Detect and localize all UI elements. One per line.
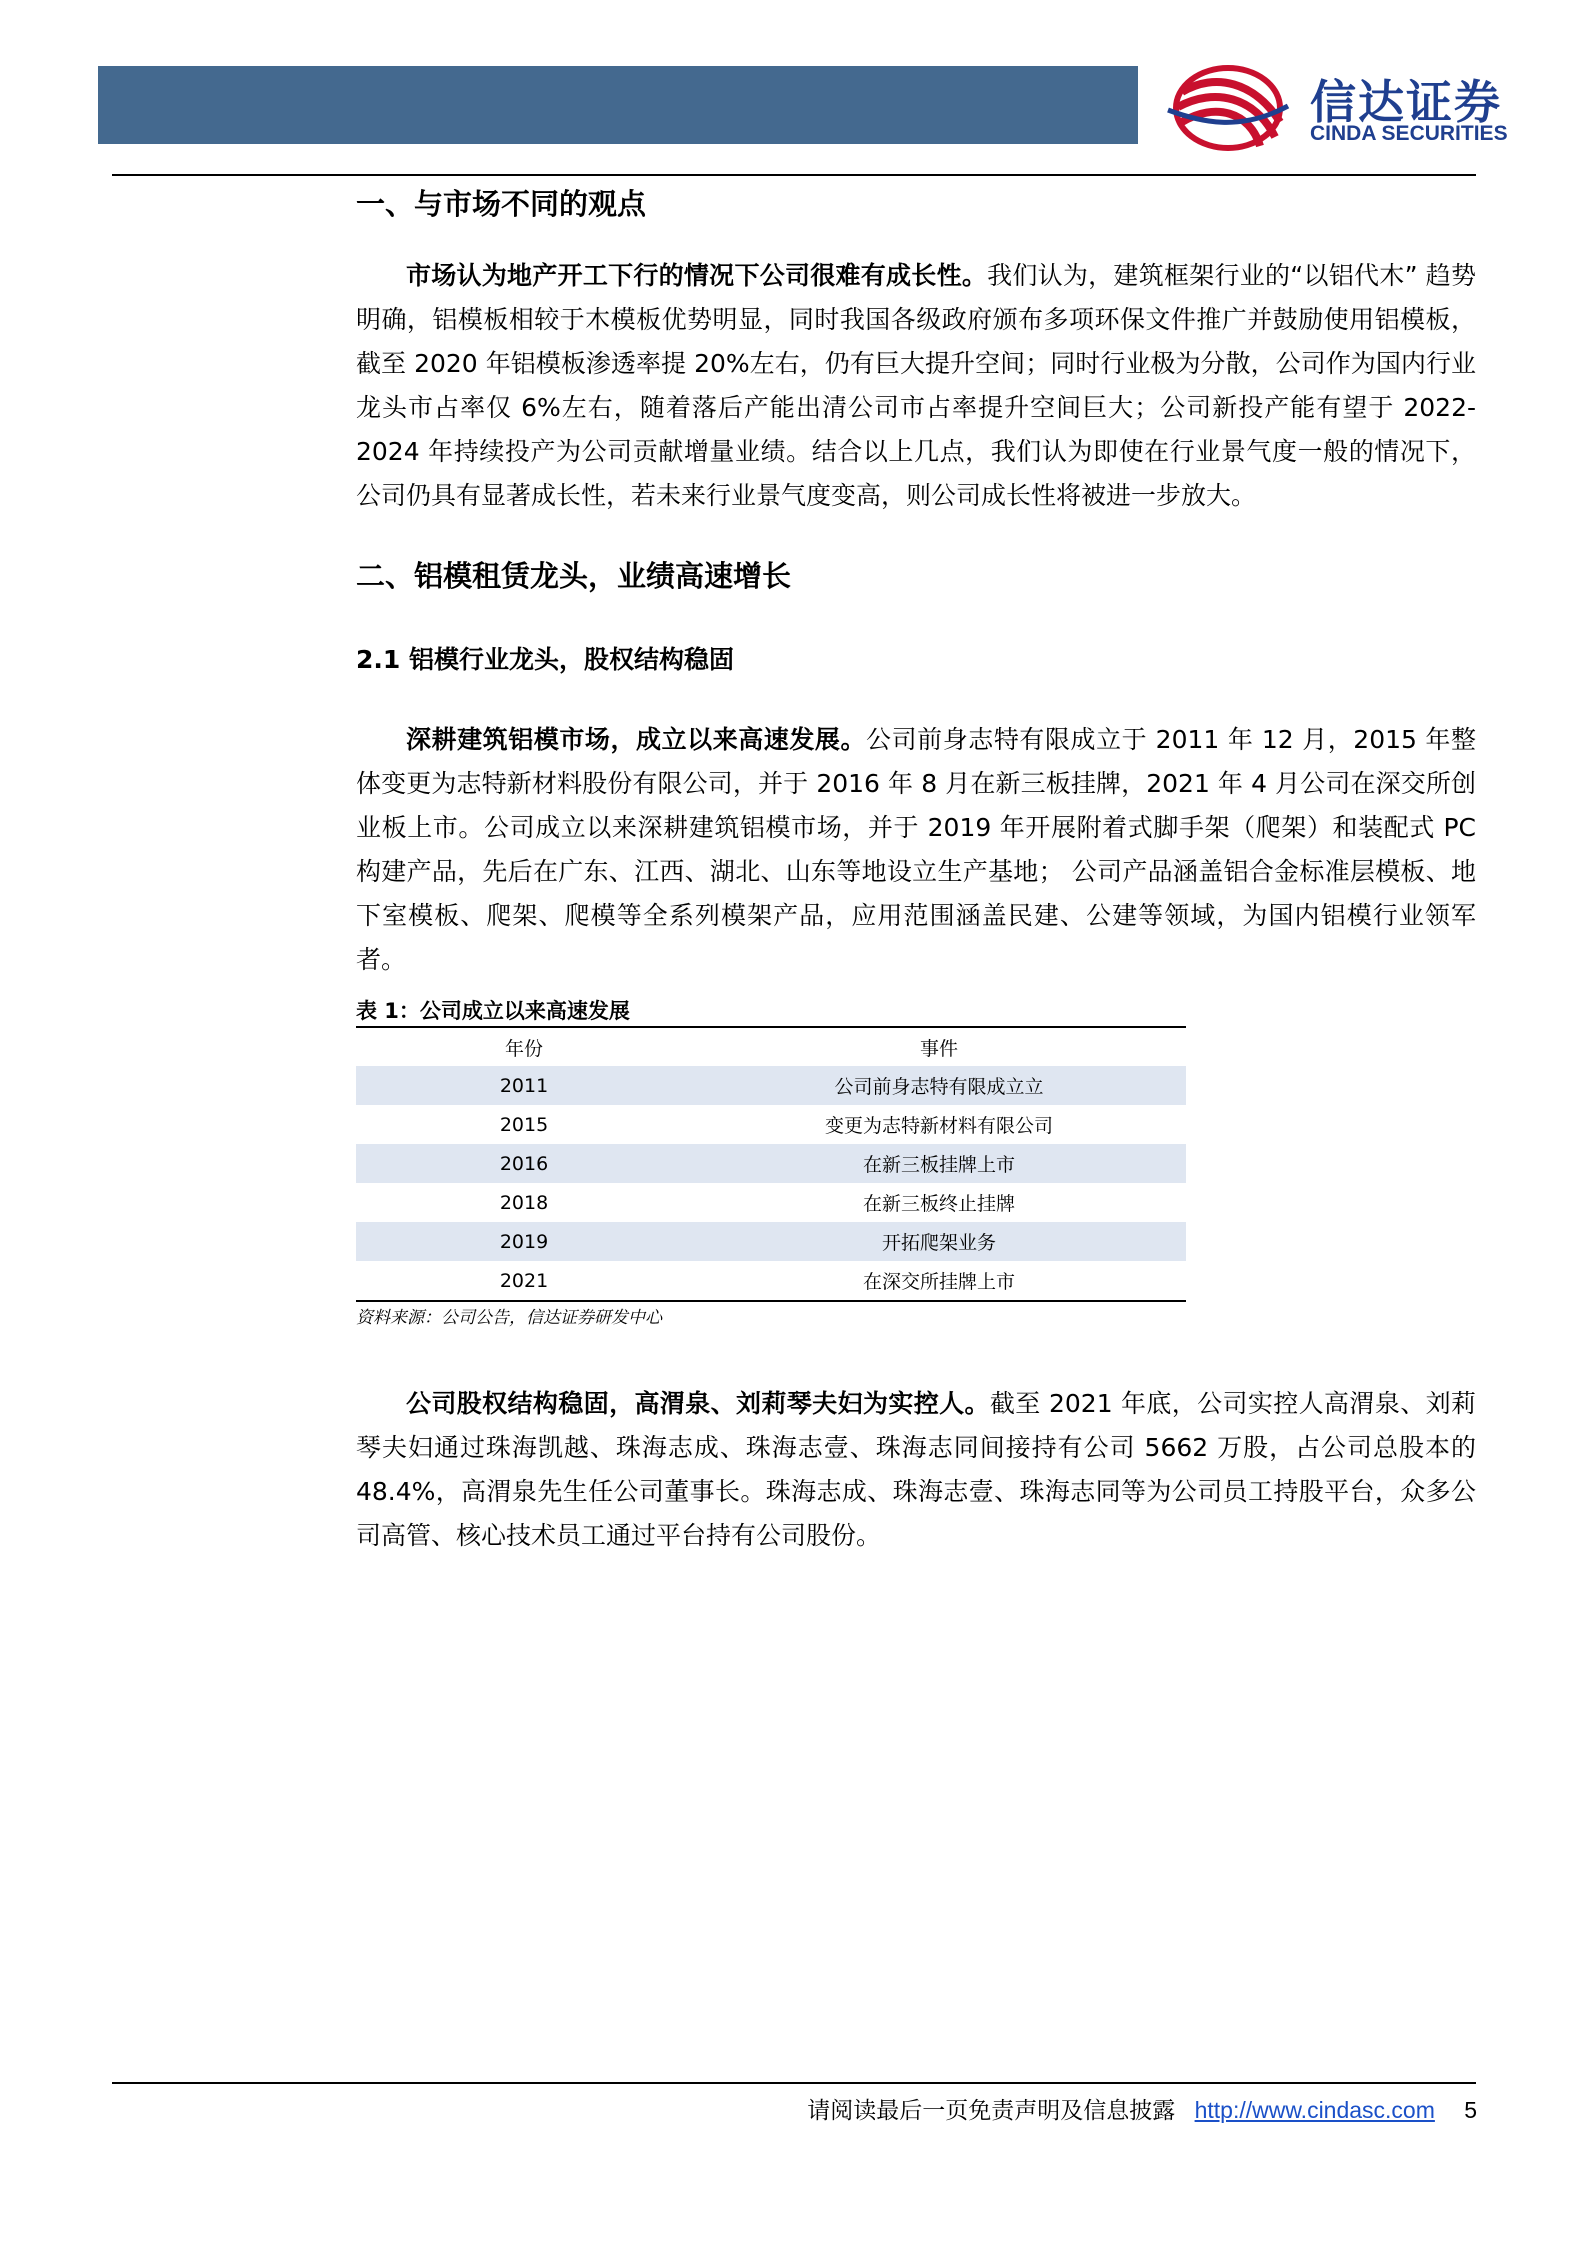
section1-paragraph-body: 我们认为，建筑框架行业的“以铝代木” 趋势明确，铝模板相较于木模板优势明显，同时我国各级政府颁布多项环保文件推广并鼓励使用铝模板，截至 2020 年铝模板渗透率提 20%左右，仍有巨大提升空间；同时行业极为分散，公司作为国内行业龙头市占率仅 6%左右，随着落后产能出清公司市占率提升空间巨大；公司新投产能有望于 2022-2024 年持续投产为公司贡献增量业绩。结合以上几点，我们认为即使在行业景气度一般的情况下，公司仍具有显著成长性，若未来行业景气度变高，则公司成长性将被进一步放大。 (356, 261, 1476, 510)
table-cell-year: 2016 (356, 1144, 692, 1183)
page-content (356, 176, 1476, 1558)
table-cell-event: 变更为志特新材料有限公司 (824, 1115, 1053, 1137)
table-row (356, 1066, 1186, 1105)
events-table (356, 1028, 1186, 1302)
footer-divider (112, 2082, 1476, 2084)
table-cell-event: 开拓爬架业务 (692, 1222, 1186, 1261)
section1-paragraph (356, 254, 1476, 518)
logo-chinese-name: 信达证券 (1310, 75, 1502, 129)
table-cell-year: 2011 (356, 1066, 692, 1105)
table-cell-year: 2021 (356, 1261, 692, 1301)
logo-english-name: CINDA SECURITIES (1310, 122, 1508, 145)
subsection-2-1-paragraph-2 (356, 1382, 1476, 1558)
cinda-logo (1160, 62, 1540, 152)
subsection-2-1-paragraph-1-lead: 深耕建筑铝模市场，成立以来高速发展。 (406, 725, 867, 754)
footer-disclaimer: 请阅读最后一页免责声明及信息披露 (807, 2098, 1176, 2124)
cinda-logo-icon (1160, 62, 1300, 152)
table-row (356, 1222, 1186, 1261)
page-number: 5 (1464, 2097, 1477, 2123)
section1-title: 一、与市场不同的观点 (356, 187, 647, 221)
header-bar (98, 66, 1138, 144)
subsection-2-1-paragraph-1 (356, 718, 1476, 982)
table-row (356, 1261, 1186, 1301)
footer-website-link[interactable]: http://www.cindasc.com (1194, 2097, 1435, 2123)
subsection-2-1-paragraph-1-body: 公司前身志特有限成立于 2011 年 12 月，2015 年整体变更为志特新材料股份有限公司，并于 2016 年 8 月在新三板挂牌，2021 年 4 月公司在深交所创业板上市。公司成立以来深耕建筑铝模市场，并于 2019 年开展附着式脚手架（爬架）和装配式 PC 构建产品，先后在广东、江西、湖北、山东等地设立生产基地； 公司产品涵盖铝合金标准层模板、地下室模板、爬架、爬模等全系列模架产品，应用范围涵盖民建、公建等领域，为国内铝模行业领军者。 (356, 725, 1476, 974)
table-row (356, 1144, 1186, 1183)
table-header-event: 事件 (919, 1037, 958, 1060)
subsection-2-1-paragraph-2-lead: 公司股权结构稳固，高渭泉、刘莉琴夫妇为实控人。 (406, 1389, 990, 1418)
table-cell-year: 2015 (499, 1113, 549, 1136)
table-caption: 表 1：公司成立以来高速发展 (356, 996, 1186, 1028)
table-row (356, 1183, 1186, 1222)
table-cell-event: 在新三板终止挂牌 (862, 1193, 1015, 1215)
table-cell-event: 在深交所挂牌上市 (692, 1261, 1186, 1301)
table-cell-year: 2019 (356, 1222, 692, 1261)
table-cell-event: 在新三板挂牌上市 (692, 1144, 1186, 1183)
section2-title: 二、铝模租赁龙头，业绩高速增长 (356, 559, 792, 593)
section1-paragraph-lead: 市场认为地产开工下行的情况下公司很难有成长性。 (406, 261, 988, 290)
subsection-2-1-paragraph-2-body: 截至 2021 年底，公司实控人高渭泉、刘莉琴夫妇通过珠海凯越、珠海志成、珠海志壹、珠海志同间接持有公司 5662 万股，占公司总股本的 48.4%，高渭泉先生任公司董事长。珠海志成、珠海志壹、珠海志同等为公司员工持股平台，众多公司高管、核心技术员工通过平台持有公司股份。 (356, 1389, 1476, 1550)
table-cell-event: 公司前身志特有限成立立 (692, 1066, 1186, 1105)
subsection-2-1-title: 2.1 铝模行业龙头，股权结构稳固 (356, 645, 734, 674)
table-header-year: 年份 (504, 1037, 543, 1060)
table-row (356, 1105, 1186, 1144)
table-cell-year: 2018 (499, 1191, 549, 1214)
page-footer (807, 2092, 1477, 2125)
table-source-note: 资料来源：公司公告，信达证券研发中心 (356, 1308, 662, 1328)
